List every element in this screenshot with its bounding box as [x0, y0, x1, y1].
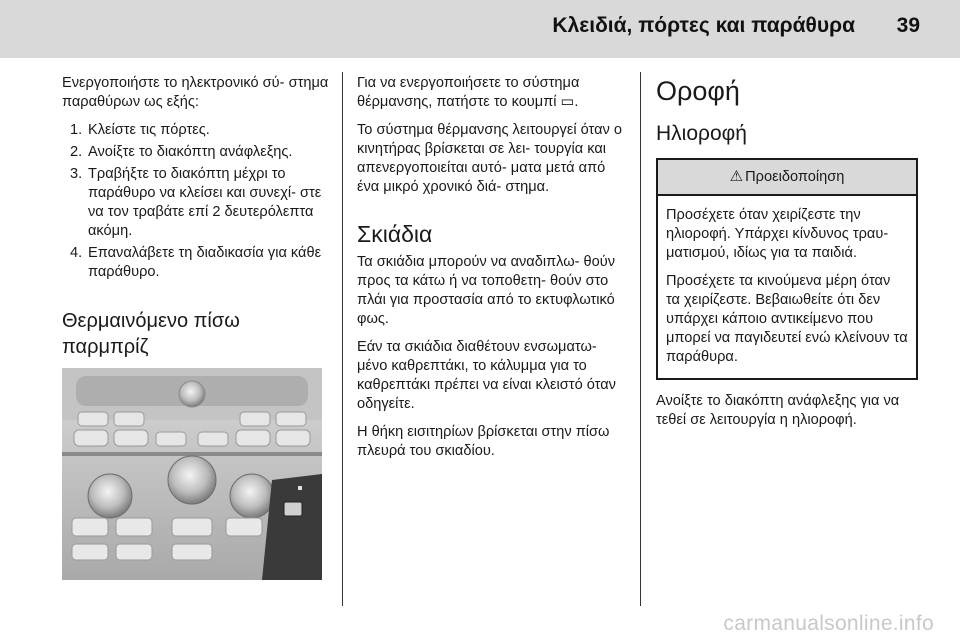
column-2 — [357, 74, 625, 470]
control-panel-illustration — [62, 368, 322, 580]
intro-text: Ενεργοποιήστε το ηλεκτρονικό σύ- στημα παραθύρων ως εξής: — [62, 75, 329, 110]
heating-info-paragraph: Το σύστημα θέρμανσης λειτουργεί όταν ο κινητήρας βρίσκεται σε λει- τουργία και απενεργοποιείται αυτό- ματα μετά από ένα μικρό χρονικό διά- στημα. — [357, 122, 623, 195]
subsection-heading-sunroof: Ηλιοροφή — [656, 122, 747, 145]
visor-paragraph-1: Τα σκιάδια μπορούν να αναδιπλω- θούν προς τα κάτω ή να τοποθετη- θούν στο πλάι για προστασία από το εκτυφλωτικό φως. — [357, 254, 616, 327]
section-heading-rear-window: Θερμαινόμενο πίσω παρμπρίζ — [62, 310, 240, 358]
step-item: 3. Τραβήξτε το διακόπτη μέχρι το παράθυρο να κλείσει και συνεχί- στε να τον τραβάτε επί 2 δευτερόλεπτα ακόμη. — [70, 166, 322, 239]
column-3 — [656, 74, 918, 439]
rear-window-heating-icon: ▭ — [560, 94, 575, 110]
sunroof-paragraph: Ανοίξτε το διακόπτη ανάφλεξης για να τεθεί σε λειτουργία η ηλιοροφή. — [656, 393, 900, 428]
warning-title: Προειδοποίηση — [745, 169, 845, 185]
warning-header — [658, 160, 916, 196]
section-heading-roof: Οροφή — [656, 76, 740, 106]
watermark: carmanualsonline.info — [723, 612, 934, 635]
column-divider-1 — [342, 72, 343, 606]
warning-box — [656, 158, 918, 380]
warning-paragraph-1: Προσέχετε όταν χειρίζεστε την ηλιοροφή. Υπάρχει κίνδυνος τραυ- ματισμού, ιδίως για τα παιδιά. — [666, 207, 889, 261]
visor-paragraph-3: Η θήκη εισιτηρίων βρίσκεται στην πίσω πλευρά του σκιαδίου. — [357, 424, 610, 459]
page-header — [0, 0, 960, 58]
column-divider-2 — [640, 72, 641, 606]
chapter-title: Κλειδιά, πόρτες και παράθυρα — [552, 14, 855, 37]
warning-paragraph-2: Προσέχετε τα κινούμενα μέρη όταν τα χειρίζεστε. Βεβαιωθείτε ότι δεν υπάρχει κάποιο αντικείμενο που μπορεί να παγιδευτεί ενώ κλείνουν τα παράθυρα. — [666, 273, 908, 365]
section-heading-sun-visors: Σκιάδια — [357, 221, 433, 247]
rear-defrost-paragraph: Για να ενεργοποιήσετε το σύστημα θέρμανσης, πατήστε το κουμπί ▭. — [357, 75, 580, 110]
step-item: 2. Ανοίξτε το διακόπτη ανάφλεξης. — [70, 144, 293, 160]
visor-paragraph-2: Εάν τα σκιάδια διαθέτουν ενσωματω- μένο καθρεπτάκι, το κάλυμμα για το καθρεπτάκι πρέπει να είναι κλειστό όταν οδηγείτε. — [357, 339, 616, 412]
steps-list — [62, 121, 330, 282]
column-1 — [62, 74, 330, 580]
control-panel-photo — [62, 368, 322, 580]
step-item: 4. Επαναλάβετε τη διαδικασία για κάθε παράθυρο. — [70, 245, 322, 280]
page-number: 39 — [896, 14, 920, 37]
step-item: 1. Κλείστε τις πόρτες. — [70, 122, 210, 138]
warning-body — [658, 196, 916, 378]
warning-triangle-icon: ⚠ — [729, 168, 744, 185]
